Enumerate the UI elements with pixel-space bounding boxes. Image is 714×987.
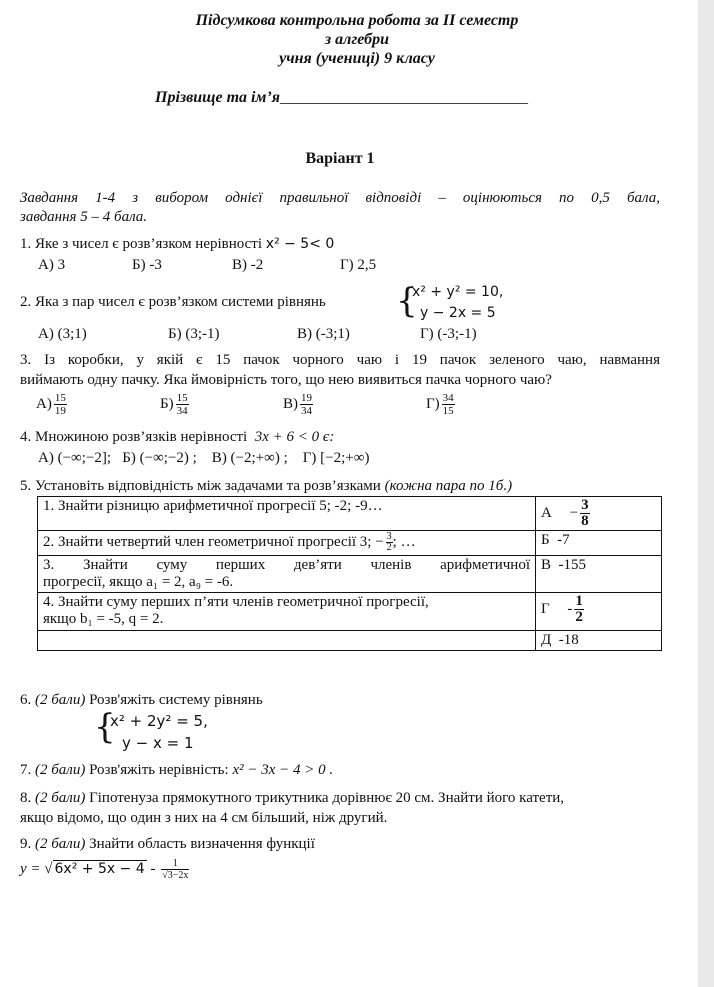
title-line-2: з алгебри — [324, 31, 390, 48]
q7-text: Розв'яжіть нерівність: — [85, 762, 233, 778]
answer-sign: − — [569, 504, 579, 521]
q2-option-b: Б) (3;-1) — [168, 326, 220, 342]
q1-option-b: Б) -3 — [132, 257, 162, 273]
task-cell — [38, 556, 536, 593]
name-field — [155, 89, 528, 107]
task-cell — [38, 631, 536, 651]
q9-minus: - — [146, 860, 160, 877]
answer-letter: В — [541, 557, 552, 573]
table-row — [38, 497, 662, 531]
q2-eq1: x² + y² = 10, — [412, 284, 504, 300]
q9-frac-den-wrap — [161, 870, 189, 881]
answer-cell — [536, 497, 662, 531]
q5-note: (кожна пара по 1б.) — [384, 478, 513, 494]
q1-option-d: Г) 2,5 — [340, 257, 377, 273]
task-frac-sign: − — [375, 533, 384, 550]
q3-option-c-label: В) — [283, 395, 298, 412]
answer-den: 8 — [581, 513, 589, 529]
q3-option-b — [160, 392, 189, 417]
q9-function — [20, 858, 189, 881]
name-underline: _______________________________ — [280, 89, 529, 106]
q3-a-num: 15 — [54, 392, 66, 404]
instructions-line-1: Завдання 1-4 з вибором однієї правильної відповіді – оцінюються по 0,5 бала, — [20, 190, 660, 206]
answer-num: 3 — [581, 497, 589, 513]
title-line-3: учня (учениці) 9 класу — [279, 50, 435, 67]
q1-expr: x² − 5< 0 — [265, 236, 335, 252]
table-row — [38, 556, 662, 593]
q8-text-line-1: Гіпотенуза прямокутного трикутника дорівнює 20 см. Знайти його катети, — [85, 790, 565, 806]
q3-b-num: 15 — [176, 392, 188, 404]
q9-frac-den: 3−2x — [167, 870, 189, 881]
q2-option-d: Г) (-3;-1) — [420, 326, 477, 342]
answer-cell — [536, 631, 662, 651]
q4-expr: 3x + 6 < 0 є: — [254, 429, 335, 445]
q3-option-c — [283, 392, 313, 417]
q3-d-den: 15 — [442, 405, 454, 417]
q6-eq2: y − x = 1 — [122, 734, 194, 752]
q3-line-2: виймають одну пачку. Яка ймовірність того, що нею виявиться пачка чорного чаю? — [20, 372, 552, 388]
answer-letter: А — [541, 504, 552, 521]
q6-points: (2 бали) — [35, 692, 86, 708]
question-6 — [20, 692, 263, 709]
task-frac-num: 3 — [386, 531, 392, 542]
q2-eq2: y − 2x = 5 — [420, 305, 496, 321]
answer-cell — [536, 556, 662, 593]
answer-value: -7 — [557, 532, 570, 548]
answer-letter: Б — [541, 532, 550, 548]
title-line-1: Підсумкова контрольна робота за II семестр — [195, 12, 519, 29]
answer-letter: Г — [541, 600, 550, 617]
q5-text: 5. Установіть відповідність між задачами та розв’язками — [20, 478, 385, 494]
task-cell — [38, 531, 536, 556]
question-5 — [20, 478, 512, 495]
q6-brace: { — [94, 707, 116, 747]
sqrt-icon: √ — [44, 860, 53, 877]
variant-title: Варіант 1 — [305, 150, 375, 167]
q3-d-num: 34 — [442, 392, 454, 404]
question-9 — [20, 836, 315, 853]
answer-letter: Д — [541, 632, 552, 648]
matching-table — [37, 496, 662, 651]
q2-brace: { — [396, 281, 418, 321]
answer-sign: - — [567, 600, 573, 617]
q6-label: 6. — [20, 692, 35, 708]
task-line-2: прогресії, якщо a₁ = 2, a₉ = -6. — [43, 574, 234, 590]
task-line-1: 3. Знайти суму перших дев’яти членів арифметичної — [43, 557, 530, 573]
q1-option-c: В) -2 — [232, 257, 264, 273]
q8-label: 8. — [20, 790, 35, 806]
task-tail: ; … — [392, 533, 416, 550]
answer-value: -18 — [558, 632, 579, 648]
q9-label: 9. — [20, 836, 35, 852]
instructions-line-2: завдання 5 – 4 бала. — [20, 209, 148, 225]
answer-cell — [536, 593, 662, 631]
task-frac-den: 2 — [386, 542, 392, 553]
q3-option-a — [36, 392, 67, 417]
q8-points: (2 бали) — [35, 790, 86, 806]
q7-expr: x² − 3x − 4 > 0 . — [232, 762, 334, 778]
q4-options: А) (−∞;−2]; Б) (−∞;−2) ; В) (−2;+∞) ; Г) [−2;+∞) — [38, 450, 370, 466]
table-row — [38, 593, 662, 631]
table-row — [38, 631, 662, 651]
task-cell: 1. Знайти різницю арифметичної прогресії 5; -2; -9… — [38, 497, 536, 531]
q9-frac-num: 1 — [161, 858, 189, 870]
q6-eq1: x² + 2y² = 5, — [110, 712, 208, 730]
q3-c-num: 19 — [301, 392, 312, 404]
answer-num: 1 — [575, 593, 583, 609]
q7-points: (2 бали) — [35, 762, 86, 778]
q3-option-d-label: Г) — [426, 395, 440, 412]
q3-b-den: 34 — [176, 405, 188, 417]
q9-radicand: 6x² + 5x − 4 — [54, 860, 145, 877]
q3-c-den: 34 — [301, 405, 312, 417]
question-1 — [20, 236, 334, 253]
task-text: 2. Знайти четвертий член геометричної прогресії 3; — [43, 533, 376, 550]
sqrt-icon: √ — [162, 870, 168, 881]
answer-value: -155 — [558, 557, 587, 573]
q1-text: 1. Яке з чисел є розв’язком нерівності — [20, 236, 266, 252]
q2-option-c: В) (-3;1) — [297, 326, 350, 342]
name-label: Прізвище та ім’я — [155, 89, 281, 106]
q3-option-b-label: Б) — [160, 395, 174, 412]
task-cell — [38, 593, 536, 631]
question-8 — [20, 790, 564, 807]
q9-func-prefix: y = — [20, 860, 45, 877]
q7-label: 7. — [20, 762, 35, 778]
q9-text: Знайти область визначення функції — [85, 836, 315, 852]
q3-a-den: 19 — [54, 405, 66, 417]
q6-text: Розв'яжіть систему рівнянь — [85, 692, 263, 708]
q9-points: (2 бали) — [35, 836, 86, 852]
answer-den: 2 — [575, 609, 583, 625]
page-edge — [698, 0, 714, 987]
q3-line-1: 3. Із коробки, у якій є 15 пачок чорного чаю і 19 пачок зеленого чаю, навмання — [20, 352, 660, 368]
question-7 — [20, 762, 333, 779]
q1-option-a: А) 3 — [38, 257, 66, 273]
q2-option-a: А) (3;1) — [38, 326, 87, 342]
table-row — [38, 531, 662, 556]
q4-text: 4. Множиною розв’язків нерівності — [20, 429, 248, 445]
q3-option-d — [426, 392, 455, 417]
question-4 — [20, 429, 334, 446]
answer-cell — [536, 531, 662, 556]
q8-line-2: якщо відомо, що один з них на 4 см більший, ніж другий. — [20, 810, 388, 826]
task-line-1: 4. Знайти суму перших п’яти членів геометричної прогресії, — [43, 594, 429, 610]
q3-option-a-label: А) — [36, 395, 52, 412]
question-2: 2. Яка з пар чисел є розв’язком системи рівнянь — [20, 294, 326, 310]
task-line-2: якщо b₁ = -5, q = 2. — [43, 611, 164, 627]
